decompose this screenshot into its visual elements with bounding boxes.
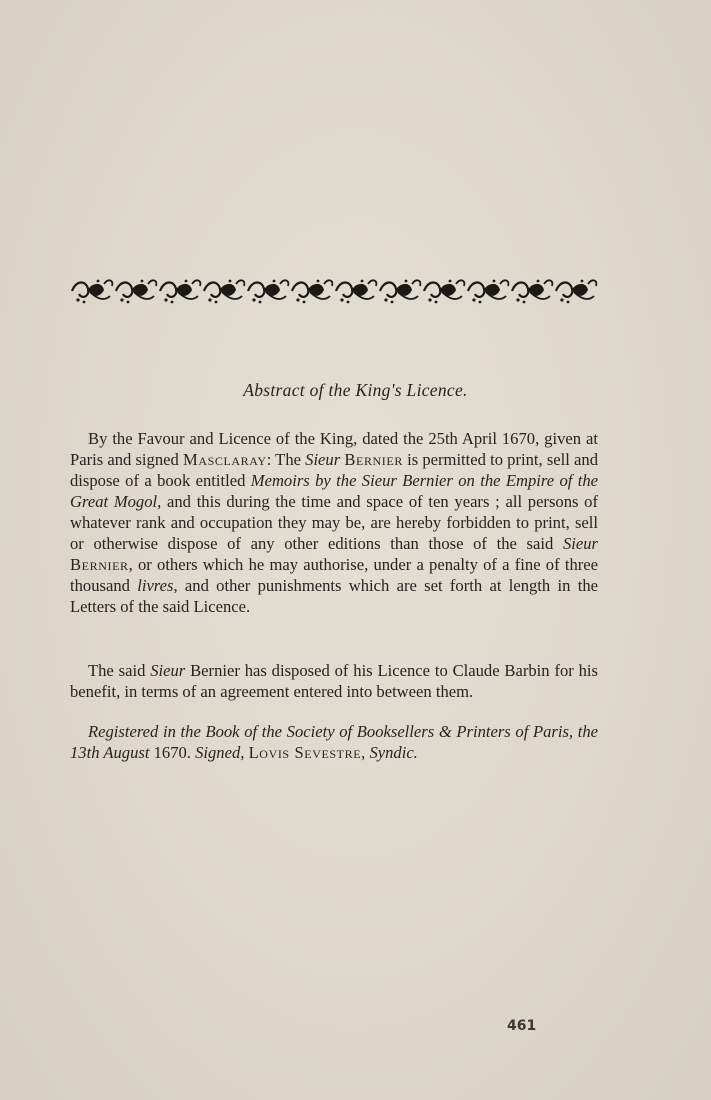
p1-text-i: and this during the time and space of ten years ; all persons of whatever rank and occupation they may be, are hereby forbidden to print, sell or otherwise dispose of any other editions than those of the said [70,492,599,553]
book-title: Memoirs by the Sieur Bernier on the Empire of the Great Mogol, [70,471,598,511]
registration-year: 1670. [149,743,196,762]
syndic-name: Lovis Sevestre [248,743,362,762]
floral-band-ornament [70,276,598,306]
sieur-title: Sieur [562,534,598,553]
transfer-paragraph [70,660,598,702]
p1-text-m: , or others which he may authorise, under a penalty of a fine of three thousand [70,555,598,595]
p1-text-c: : The [266,450,306,469]
p2-text-c: Bernier has disposed of his Licence to Claude Barbin for his benefit, in terms of an agreement entered into between them. [70,661,598,701]
p1-text-a: By the Favour and Licence of the King, dated the 25th April 1670, given at Paris and signed [70,429,598,469]
p1-text-o: and other punishments which are set forth at length in the Letters of the said Licence. [70,576,598,616]
author-name: Bernier [70,555,129,574]
p2-text-a: The said [88,661,151,680]
sieur-title: Sieur [305,450,341,469]
currency-word: livres, [137,576,178,595]
author-name: Bernier [344,450,403,469]
sieur-title: Sieur [150,661,186,680]
licence-paragraph [70,428,598,617]
signed-label: Signed, [195,743,245,762]
signatory-name: Masclaray [182,450,267,469]
p3-comma: , [361,743,370,762]
registration-paragraph [70,721,598,763]
syndic-title: Syndic. [369,743,418,762]
p1-text-g: is permitted to print, sell and dispose of a book entitled [70,450,598,490]
page-title: Abstract of the King's Licence. [243,380,468,400]
page-number: 461 [507,1018,537,1034]
registration-text: Registered in the Book of the Society of Booksellers & Printers of Paris, the 13th August [70,722,598,762]
